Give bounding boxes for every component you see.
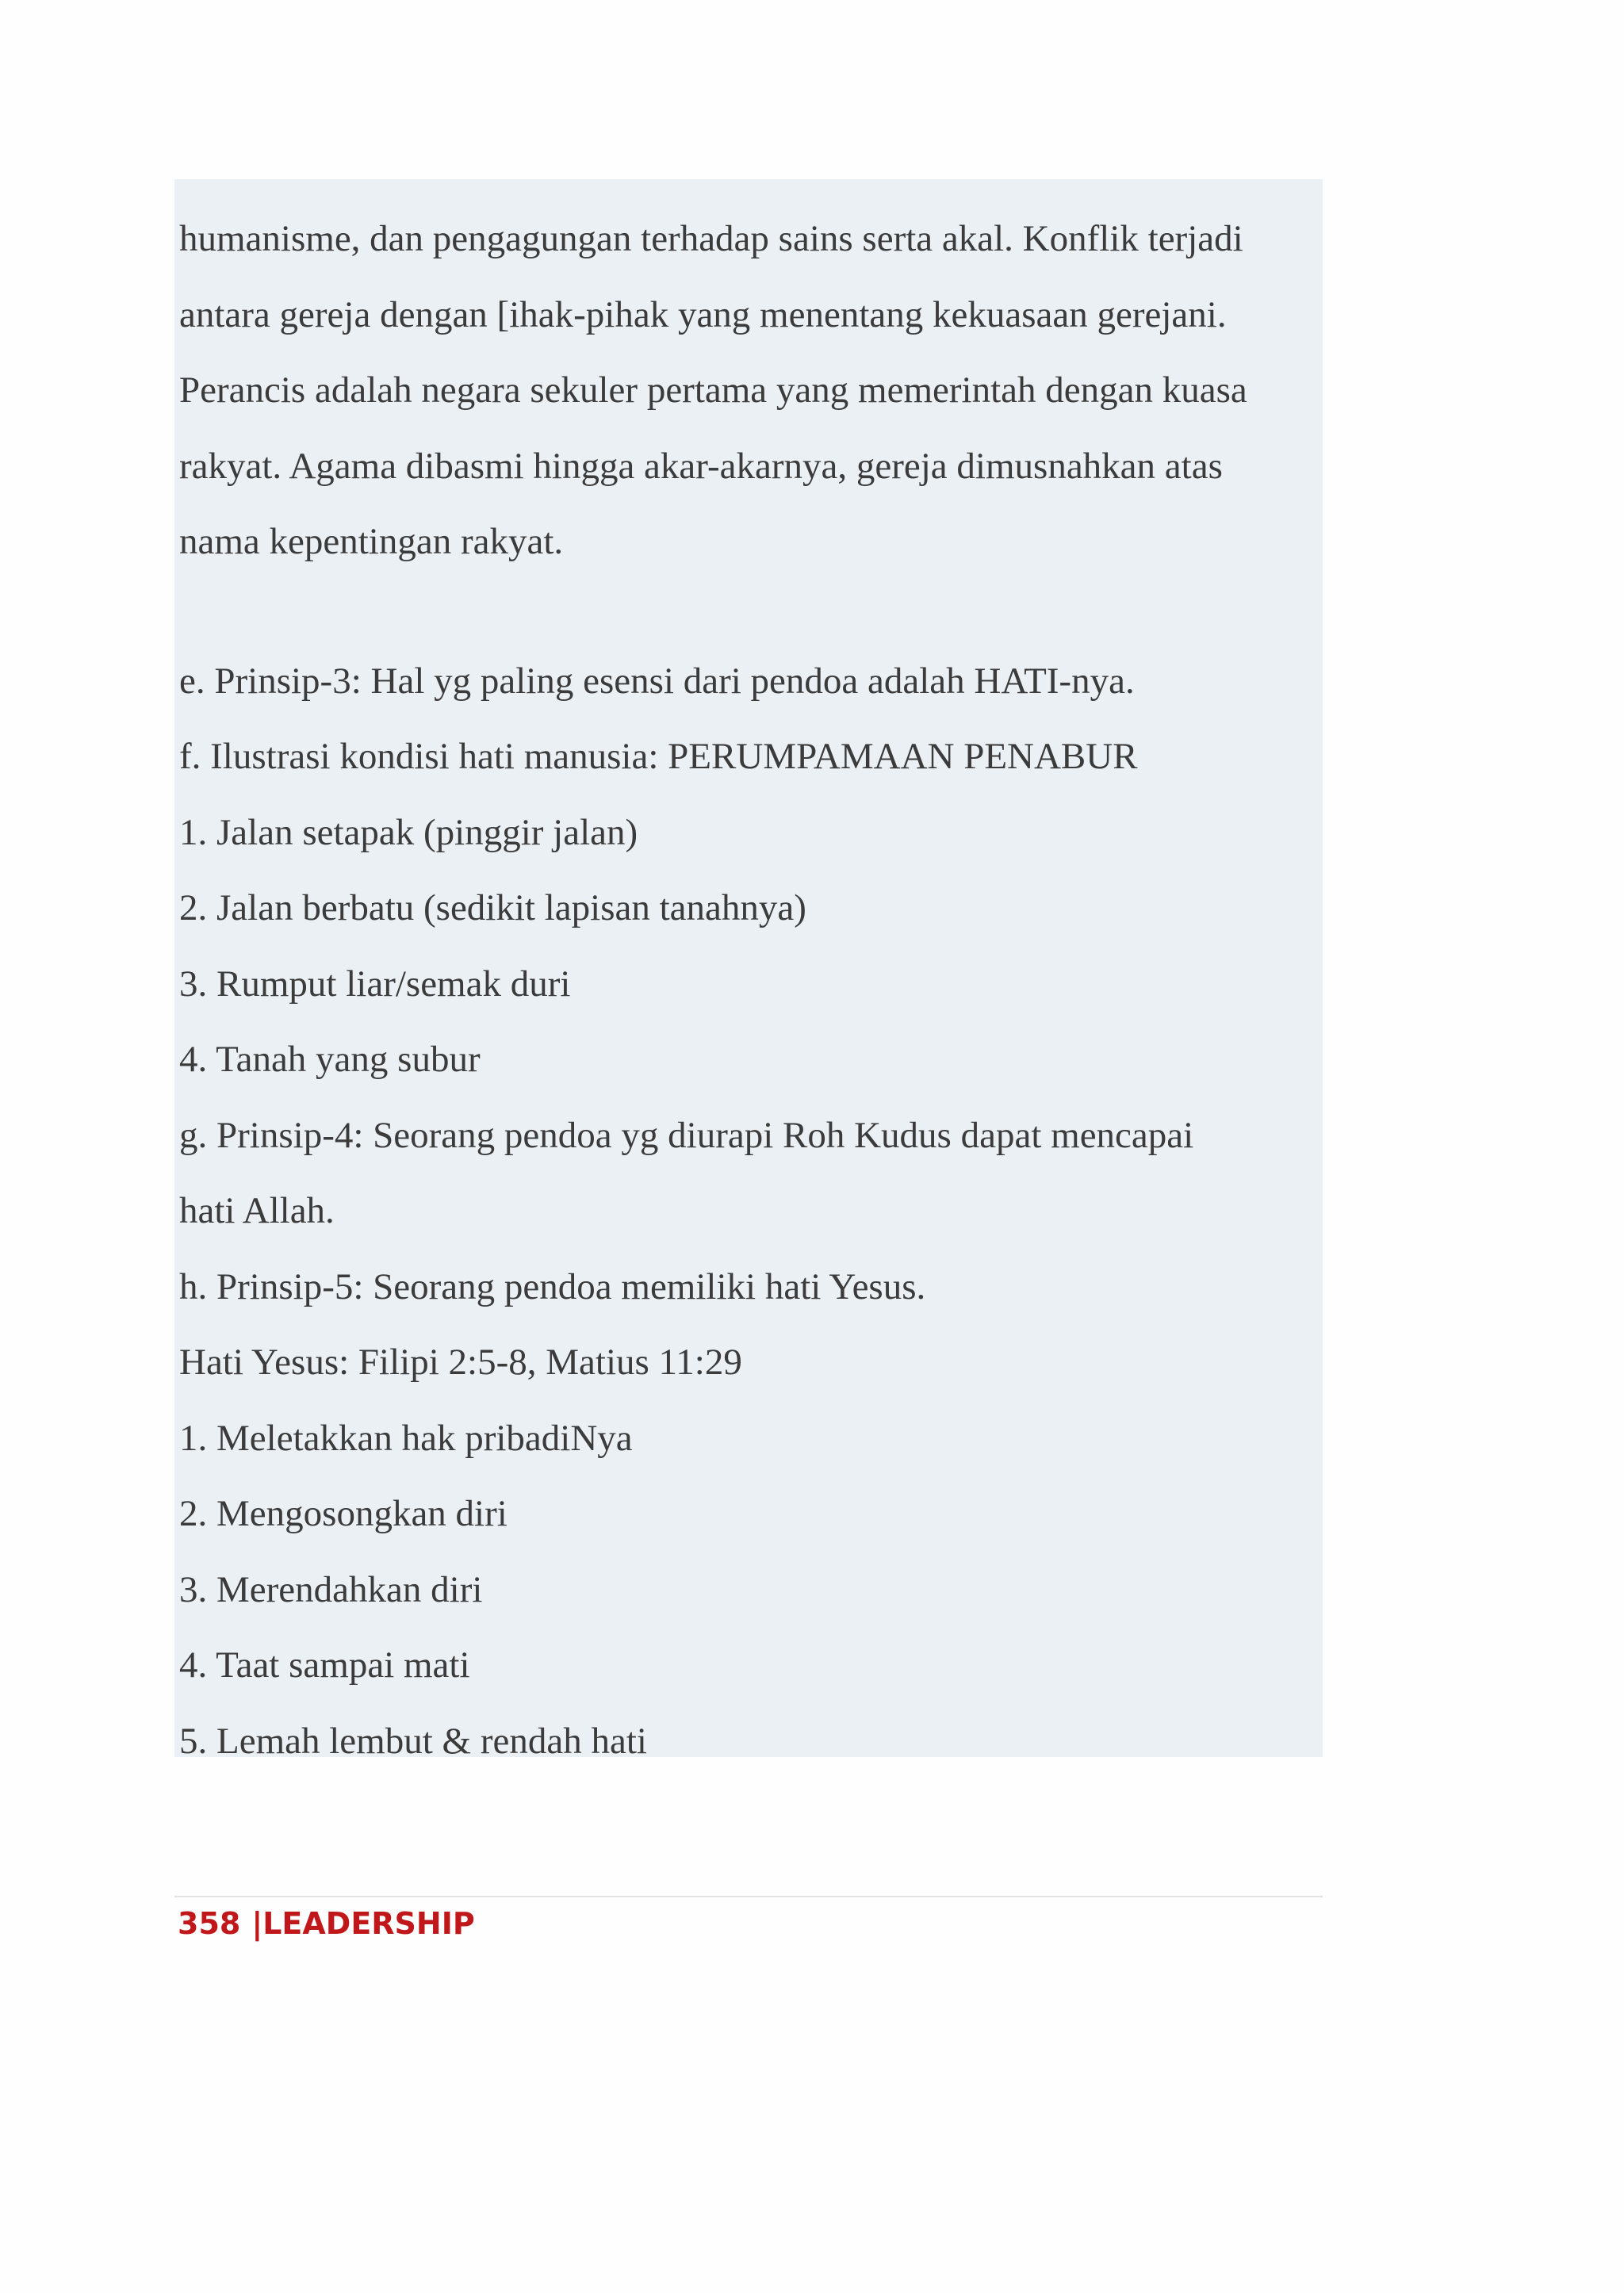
list-line: 1. Jalan setapak (pinggir jalan) [179,811,638,853]
paragraph-line: antara gereja dengan [ihak-pihak yang menentang kekuasaan gerejani. [179,293,1227,335]
list-line: e. Prinsip-3: Hal yg paling esensi dari pendoa adalah HATI-nya. [179,660,1135,702]
list-line: 1. Meletakkan hak pribadiNya [179,1417,633,1459]
list-line: 4. Tanah yang subur [179,1039,481,1080]
list-line: 3. Rumput liar/semak duri [179,963,571,1005]
list-line: g. Prinsip-4: Seorang pendoa yg diurapi Roh Kudus dapat mencapai [179,1114,1194,1156]
section-title: LEADERSHIP [262,1906,475,1941]
paragraph-line: rakyat. Agama dibasmi hingga akar-akarnya, gereja dimusnahkan atas [179,445,1223,487]
list-line: 4. Taat sampai mati [179,1644,470,1686]
list-line: hati Allah. [179,1190,335,1231]
paragraph-line: nama kepentingan rakyat. [179,521,564,562]
list-line: 2. Jalan berbatu (sedikit lapisan tanahnya) [179,887,806,928]
list-line: Hati Yesus: Filipi 2:5-8, Matius 11:29 [179,1342,742,1383]
paragraph-line: humanisme, dan pengagungan terhadap sains serta akal. Konflik terjadi [179,218,1243,259]
body-text [179,201,1321,1779]
paragraph-line: Perancis adalah negara sekuler pertama yang memerintah dengan kuasa [179,369,1247,411]
footer-separator: | [251,1906,263,1941]
page-number: 358 [178,1906,241,1941]
list-line: 2. Mengosongkan diri [179,1493,508,1534]
paragraph-spacer [179,580,1321,644]
list-line: 3. Merendahkan diri [179,1568,483,1610]
footer-divider [174,1896,1323,1897]
list-line: h. Prinsip-5: Seorang pendoa memiliki hati Yesus. [179,1265,926,1307]
page-footer [178,1901,475,1946]
list-line: 5. Lemah lembut & rendah hati [179,1720,647,1762]
list-line: f. Ilustrasi kondisi hati manusia: PERUMPAMAAN PENABUR [179,736,1138,777]
